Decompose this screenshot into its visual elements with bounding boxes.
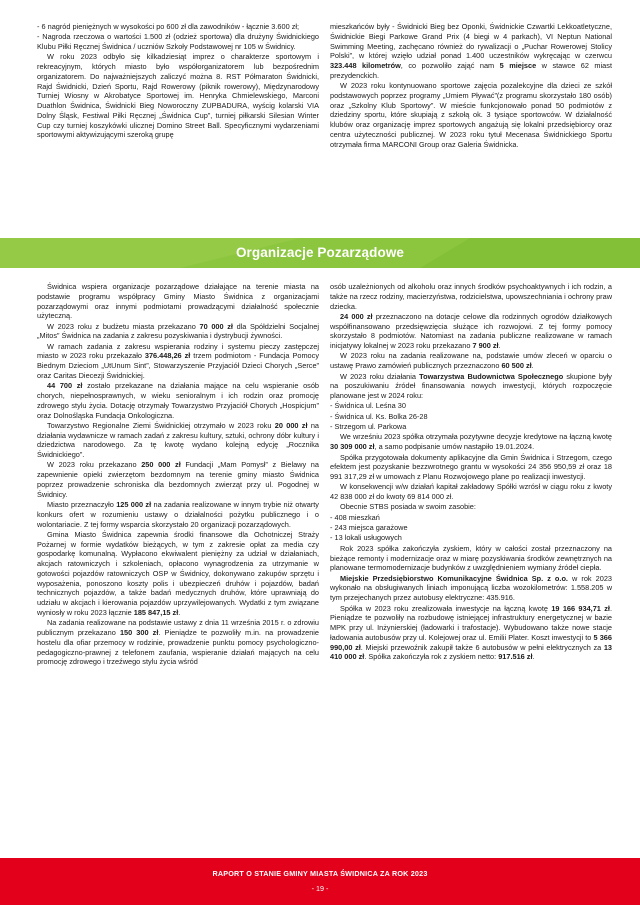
paragraph: We wrześniu 2023 spółka otrzymała pozytywne decyzje kredytowe na łączną kwotę 30 309 000 zł, a samo podpisanie umów nastąpiło 19.01.2024. xyxy=(330,432,612,452)
paragraph: Miasto przeznaczyło 125 000 zł na zadania realizowane w innym trybie niż otwarty konkurs ofert w rozumieniu ustawy o działalności pożytku publicznego i o wolontariacie. Z tej formy wsparcia skorzystało 20 organizacji pozarządowych. xyxy=(37,500,319,529)
section-banner xyxy=(0,238,640,268)
list-item: - 13 lokali usługowych xyxy=(330,533,402,543)
paragraph: W konsekwencji w/w działań kapitał zakładowy Spółki wzrósł w ciągu roku z kwoty 42 838 000 zł do kwoty 69 814 000 zł. xyxy=(330,482,612,502)
list-item: - 243 miejsca garażowe xyxy=(330,523,408,533)
paragraph: W 2023 roku działania Towarzystwa Budownictwa Społecznego skupione były na poszukiwaniu źródeł finansowania nowych inwestycji, których rozpoczęcie planowane jest w 2024 roku: xyxy=(330,371,612,401)
paragraph: Świdnica wspiera organizacje pozarządowe działające na terenie miasta na podstawie programu współpracy Gminy Miasto Świdnica z organizacjami pozarządowymi oraz innymi podmiotami prowadzącymi działalność społecznie użyteczną. xyxy=(37,282,319,321)
paragraph: Na zadania realizowane na podstawie ustawy z dnia 11 września 2015 r. o zdrowiu publicznym przekazano 150 300 zł. Pieniądze te pozwoliły m.in. na prowadzenie hostelu dla ofiar przemocy w rodzinie, prowadzenie punktu pomocy psychologiczno-pedagogiczno-prawnej z telefonem zaufania, wspieranie działań mających na celu promocję zdrowego i trzeźwego stylu życia wśród xyxy=(37,618,319,667)
paragraph: W 2023 roku na zadania realizowane na, podstawie umów zleceń w oparciu o ustawę Prawo zamówień publicznych przeznaczono 60 500 zł. xyxy=(330,351,612,371)
paragraph: W roku 2023 odbyło się kilkadziesiąt imprez o charakterze sportowym i rekreacyjnym, których miasto było współorganizatorem lub bezpośrednim organizatorem. Do najważniejszych zaliczyć można 8. RST Półmaraton Świdnicki, Rajd Świdnicki, Dzień Sportu, Rajd Rowerowy (piknik rowerowy), Międzynarodowy Turniej Wiosny w Akrobatyce Sportowej im. Henryka Chmielewskiego, Marconi Duathlon Świdnica, Świdnicki Bieg Noworoczny ZUPBADURA, wyścig kolarski VIA Dolny Śląsk, Festiwal Piłki Ręcznej „Świdnica Cup”, turniej piłkarski Silesian Winter Cup czy turniej koszykówki ulicznej Domino Street Ball. Specyficznymi wydarzeniami sportowymi aktywizującymi szeroką grupę xyxy=(37,52,319,140)
paragraph: mieszkańców były - Świdnicki Bieg bez Oponki, Świdnickie Czwartki Lekkoatletyczne, Świdnickie Biegi Parkowe Grand Prix (4 biegi w 4 parkach), VI Neptun National Swimming Meeting, zachęcano również do rywalizacji o „Puchar Rowerowej Stolicy Polski”, w której wzięło udział ponad 1.400 uczestników wykręcając w czerwcu 323.448 kilometrów, co pozwoliło zająć nam 5 miejsce w stawce 62 miast prezydenckich. xyxy=(330,22,612,80)
paragraph: 44 700 zł zostało przekazane na działania mające na celu wspieranie osób chorych, niepełnosprawnych, w wieku senioralnym i ich rodzin oraz promocję zdrowego stylu życia. Dotację otrzymały Towarzystwo Przyjaciół Chorych „Hospicjum” oraz Dolnośląska Fundacja Onkologiczna. xyxy=(37,381,319,420)
list-item: - 408 mieszkań xyxy=(330,512,380,522)
paragraph: W 2023 roku kontynuowano sportowe zajęcia pozalekcyjne dla dzieci ze szkół podstawowych poprzez programy „Umiem Pływać”(z programu skorzystało 180 osób) oraz „Szkolny Klub Sportowy”. W mieście funkcjonowało ponad 50 podmiotów z dziedziny sportu, które skupiają z szkołą ok. 3 tysiące sportowców. W działalność klubów oraz organizację imprez sportowych angażują się lokalni przedsiębiorcy oraz centra użyteczności publicznej. W 2023 roku tytuł Mecenasa Świdnickiego Sportu otrzymała firma MARCONI Group oraz Galeria Świdnicka. xyxy=(330,81,612,149)
section-title: Organizacje Pozarządowe xyxy=(235,245,405,260)
page-number: - 19 - xyxy=(311,884,329,893)
paragraph: W 2023 roku z budżetu miasta przekazano 70 000 zł dla Spółdzielni Socjalnej „Mitos” Świdnica na zadania z zakresu pozyskiwania i dystrybucji żywności. xyxy=(37,321,319,341)
paragraph: Spółka w 2023 roku zrealizowała inwestycje na łączną kwotę 19 166 934,71 zł. Pieniądze te pozwoliły na rozbudowę istniejącej infrastruktury energetycznej w bazie MPK przy ul. Inżynierskiej (ładowarki i trafostacje). Wybudowano także nowe stacje ładowania autobusów przy ul. Kolejowej oraz ul. Emilii Plater. Koszt inwestycji to 5 366 990,00 zł. Miejski przewoźnik zakupił także 6 autobusów w pełni elektrycznych za 13 410 000 zł. Spółka zakończyła rok z zyskiem netto: 917.516 zł. xyxy=(330,603,612,662)
paragraph: Gmina Miasto Świdnica zapewnia środki finansowe dla Ochotniczej Straży Pożarnej w formie wydatków bieżących, w tym z zakresie opłat za media czy gospodarkę komunalną. Wypłacono ekwiwalent pieniężny za udział w działaniach, akcjach ratowniczych i szkoleniach, opłacono wynagrodzenia za utrzymanie w gotowości pojazdów ratowniczych OSP w Świdnicy, dokonywano zakupów sprzętu i wyposażenia, ponoszono koszty polis i ubezpieczeń druhów i pojazdów, badań technicznych pojazdów, a także badań medycznych druhów, które uprawniają do udziału w akcjach i kierowania pojazdów uprzywilejowanych. Wydatki z tym związane wyniosły w roku 2023 łącznie 185 847,15 zł. xyxy=(37,529,319,617)
paragraph: 24 000 zł przeznaczono na dotacje celowe dla rodzinnych ogrodów działkowych współfinansowano przedsięwzięcia służące ich rozwojowi. Z tej formy pomocy skorzystało 8 podmiotów. Natomiast na zadania publiczne realizowane w ramach inicjatywy lokalnej w 2023 roku przekazano 7 900 zł. xyxy=(330,311,612,351)
paragraph: Rok 2023 spółka zakończyła zyskiem, który w całości został przeznaczony na bieżące remonty i modernizacje oraz w miarę pozyskiwania środków zewnętrznych na planowane termomodernizacje budynków z uwzględnieniem wymiany źródeł ciepła. xyxy=(330,543,612,573)
list-item: - Świdnica ul. Ks. Bolka 26-28 xyxy=(330,411,428,421)
paragraph: W ramach zadania z zakresu wspierania rodziny i systemu pieczy zastępczej miasto w 2023 roku przekazało 376.448,26 zł trzem podmiotom - Fundacja Pomocy Biednym Dzieciom „UtUnum Sint”, Stowarzyszenie Przyjaciół Dzieci Chorych „Serce” oraz Caritas Diecezji Świdnickiej. xyxy=(37,341,319,380)
footer-title: RAPORT O STANIE GMINY MIASTA ŚWIDNICA ZA ROK 2023 xyxy=(212,869,428,878)
paragraph: osób uzależnionych od alkoholu oraz innych środków psychoaktywnych i ich rodzin, a także na rzecz rodziny, macierzyństwa, rodzicielstwa, upowszechniania i ochrony praw dziecka. xyxy=(330,282,612,311)
paragraph: - Nagroda rzeczowa o wartości 1.500 zł (odzież sportowa) dla drużyny Świdnickiego Klubu Piłki Ręcznej Świdnica / uczniów Szkoły Podstawowej nr 105 w Świdnicy. xyxy=(37,32,319,52)
paragraph: W 2023 roku przekazano 250 000 zł Fundacji „Mam Pomysł” z Bielawy na zapewnienie opieki zwierzętom bezdomnym na terenie gminy miasto Świdnica poprzez prowadzenie schroniska dla bezdomnych zwierząt przy ul. Pogodnej w Świdnicy. xyxy=(37,460,319,499)
paragraph: Spółka przygotowała dokumenty aplikacyjne dla Gmin Świdnica i Strzegom, czego efektem jest pozyskanie bezzwrotnego grantu w wysokości 24 356 950,59 zł oraz 18 991 317,29 zł w umowach z Planu Rozwojowego plane po realizacji inwestycji. xyxy=(330,452,612,481)
list-item: - Strzegom ul. Parkowa xyxy=(330,422,407,432)
top-left-column xyxy=(37,22,319,236)
bottom-right-column xyxy=(330,282,612,854)
paragraph: Towarzystwo Regionalne Ziemi Świdnickiej otrzymało w 2023 roku 20 000 zł na działania wydawnicze w ramach zadań z zakresu kultury, sztuki, ochrony dóbr kultury i dziedzictwa narodowego. Za tę kwotę wydano kolejną edycję „Rocznika Świdnickiego”. xyxy=(37,420,319,460)
paragraph: - 6 nagród pieniężnych w wysokości po 600 zł dla zawodników - łącznie 3.600 zł; xyxy=(37,22,300,31)
paragraph: Obecnie STBS posiada w swoim zasobie: xyxy=(340,502,476,512)
top-right-column xyxy=(330,22,612,236)
footer xyxy=(0,858,640,905)
list-item: - Świdnica ul. Leśna 30 xyxy=(330,401,406,411)
bottom-left-column xyxy=(37,282,319,854)
paragraph: Miejskie Przedsiębiorstwo Komunikacyjne Świdnica Sp. z o.o. w rok 2023 wykonało na obsługiwanych liniach imponującą liczba wozokilometrów: 1.558.205 w tym przejechanych przez autobusy elektryczne: 435.916. xyxy=(330,573,612,603)
